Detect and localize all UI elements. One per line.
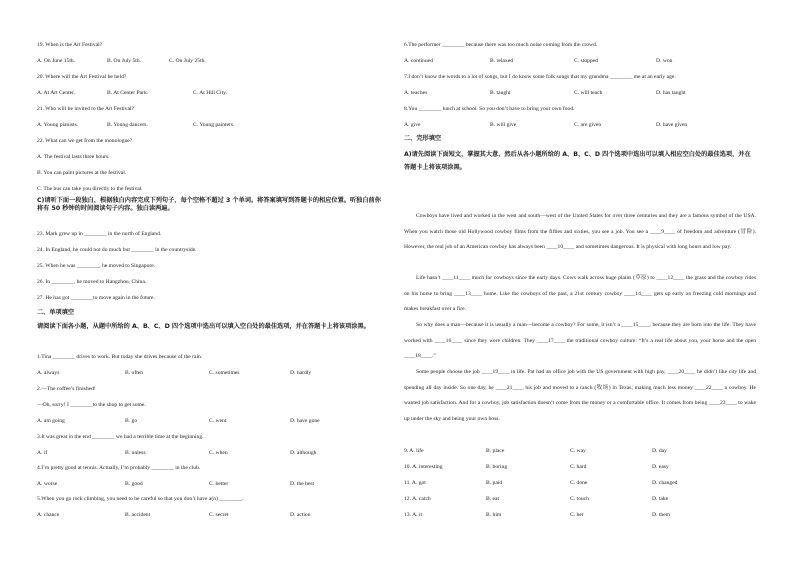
question-22-option-c: C. The bus can take you directly to the festival.: [37, 186, 143, 192]
mc-question-4-option-c: C. better: [209, 481, 229, 487]
mc-question-7-option-b: B. taught: [490, 90, 511, 96]
fill-question-24: 24. In England, he could not do much but ________ in the countryside.: [37, 247, 197, 253]
cloze-9-option-a: 9. A. life: [404, 448, 424, 454]
question-22-stem: 22. What can we get from the monologue?: [37, 138, 133, 144]
question-21-stem: 21. Who will be invited to the Art Festival?: [37, 106, 134, 112]
passage-paragraph-2: Life hasn’t ____11____ much for cowboys since the early days. Cows walk across huge plains (草原) to ____12____ the grass and the cowboy rides on his horse to bring ____13____ home. Like the cowboys of the past, a 21st century cowboy ____14____ gets up early on freezing cold mornings and makes breakfast over a fire.: [404, 275, 756, 313]
mc-question-2-option-c: C. went: [209, 418, 227, 424]
cloze-11-option-d: D. changed: [652, 480, 678, 486]
mc-question-3-option-d: D. although: [290, 450, 317, 456]
mc-question-2-option-b: B. go: [125, 418, 138, 424]
mc-question-5-option-b: B. accident: [125, 512, 151, 518]
passage-paragraph-1: Cowboys have lived and worked in the west and south—west of the United States for over three centuries and they are a famous symbol of the USA. When you watch those old Hollywood cowboy films from the fifties and sixties, you see a job. You see a ____9____ of freedom and adventure (冒险). However, the real job of an American cowboy has always been ____10____ and sometimes dangerous. It is physical with long hours and low pay.: [404, 213, 756, 251]
section-2-title: 二、单项填空: [37, 309, 75, 316]
question-19-stem: 19. When is the Art Festival?: [37, 42, 103, 48]
question-20-option-b: B. At Center Park.: [107, 90, 149, 96]
fill-question-27: 27. He has got ________to move again in the future.: [37, 295, 155, 301]
mc-question-4-option-d: D. the best: [290, 481, 315, 487]
mc-question-2-option-a: A. am going: [37, 418, 65, 424]
fill-question-25: 25. When he was ________, he moved to Singapore.: [37, 263, 156, 269]
question-21-option-c: C. Young painters.: [193, 122, 235, 128]
mc-question-5-option-c: C. secret: [209, 512, 229, 518]
mc-question-1-option-d: D. hardly: [290, 370, 312, 376]
section-c-instructions: C)请听下面一段独白，根据独白内容完成下列句子，每个空格不超过 3 个单词。将答案填写到答题卡的相应位置。听独白前你将有 50 秒钟的时间阅读句子内容。独白读两遍。: [37, 197, 381, 212]
cloze-12-option-c: C. touch: [570, 496, 589, 502]
question-19-option-c: C. On July 25th.: [169, 58, 206, 64]
question-22-option-a: A. The festival lasts three hours.: [37, 154, 110, 160]
mc-question-7-stem: 7.I don’t know the words to a lot of songs, but I do know some folk songs that my grandma ________ me at an early age.: [404, 74, 676, 80]
mc-question-1-option-a: A. always: [37, 370, 60, 376]
section-3-title: 二、完形填空: [404, 135, 442, 142]
question-20-option-a: A. At Art Center.: [37, 90, 76, 96]
mc-question-7-option-d: D. has taught: [656, 90, 686, 96]
mc-question-1-stem: 1.Tina ________ drives to work. But today she drives because of the rain.: [37, 354, 203, 360]
cloze-11-option-b: B. paid: [486, 480, 503, 486]
mc-question-3-stem: 3.It was great in the end ________ we had a terrible time at the beginning.: [37, 434, 204, 440]
cloze-9-option-b: B. place: [486, 448, 505, 454]
cloze-12-option-d: D. take: [652, 496, 669, 502]
fill-question-26: 26. In ________, he moved to Hangzhou, China.: [37, 279, 147, 285]
cloze-13-option-b: B. him: [486, 512, 502, 518]
passage-paragraph-4: Some people choose the job ____19____ in life. Pat had an office job with the US government with high pay, ____20____ he didn’t like city life and spending all day inside. So one day, he ____21____ his job and moved to a ranch (牧场) in Texas, making much less money ____22____ a cowboy. He wanted job satisfaction. And for a cowboy, job satisfaction doesn’t come from the money or a comfortable office. It comes from being ____23____ to wake up under the sky and being your own boss.: [404, 369, 756, 422]
mc-question-4-option-b: B. good: [125, 481, 143, 487]
question-21-option-a: A. Young pianists.: [37, 122, 79, 128]
cloze-9-option-d: D. day: [652, 448, 667, 454]
mc-question-6-option-d: D. won: [656, 58, 673, 64]
mc-question-5-stem: 5.When you go rock climbing, you need to be careful so that you don’t have a(n) ________.: [37, 496, 244, 502]
cloze-10-option-b: B. boring: [486, 464, 508, 470]
cloze-11-option-a: 11. A. got: [404, 480, 426, 486]
mc-question-4-option-a: A. worse: [37, 481, 58, 487]
cloze-10-option-a: 10. A. interesting: [404, 464, 443, 470]
cloze-12-option-b: B. eat: [486, 496, 500, 502]
section-3-instructions: A)请先阅读下面短文，掌握其大意，然后从各小题所给的 A、B、C、D 四个选项中选出可以填入相应空白处的最佳选项，并在答题卡上将该项涂黑。: [404, 151, 751, 171]
question-20-option-c: C. At Hill City.: [193, 90, 227, 96]
mc-question-8-option-b: B. will give: [490, 122, 517, 128]
mc-question-5-option-d: D. action: [290, 512, 311, 518]
cloze-10-option-d: D. easy: [652, 464, 669, 470]
mc-question-8-option-c: C. are given: [574, 122, 602, 128]
mc-question-6-stem: 6.The performer ________ because there was too much noise coming from the crowd.: [404, 42, 598, 48]
cloze-12-option-a: 12. A. catch: [404, 496, 431, 502]
cloze-13-option-d: D. them: [652, 512, 671, 518]
cloze-10-option-c: C. hard: [570, 464, 587, 470]
question-19-option-b: B. On July 5th.: [107, 58, 142, 64]
mc-question-6-option-a: A. continued: [404, 58, 433, 64]
mc-question-7-option-a: A. teaches: [404, 90, 428, 96]
passage-paragraph-3: So why does a man—because it is usually a man—become a cowboy? For some, it isn’t a ____15____, because they are born into the life. They have worked with ____16____ since they were children. They ____17____ the traditional cowboy culture: “It’s a real life about you, your horse and the open ____18____.”: [404, 322, 756, 360]
mc-question-3-option-b: B. unless: [125, 450, 146, 456]
mc-question-3-option-c: C. when: [209, 450, 228, 456]
mc-question-7-option-c: C. will teach: [574, 90, 603, 96]
mc-question-1-option-c: C. sometimes: [209, 370, 240, 376]
cloze-13-option-c: C. her: [570, 512, 584, 518]
question-22-option-b: B. You can paint pictures at the festival.: [37, 170, 127, 176]
mc-question-4-stem: 4.I’m pretty good at tennis. Actually, I’m probably ________ in the club.: [37, 465, 201, 471]
mc-question-2-stem: 2.—The coffee’s finished!: [37, 386, 96, 392]
question-21-option-b: B. Young dancers.: [107, 122, 148, 128]
cloze-9-option-c: C. way: [570, 448, 586, 454]
mc-question-2-stem-line2: —Oh, sorry! I ________to the shop to get some.: [37, 402, 146, 408]
mc-question-8-option-a: A. give: [404, 122, 421, 128]
question-20-stem: 20. Where will the Art Festival be held?: [37, 74, 127, 80]
mc-question-3-option-a: A. if: [37, 450, 48, 456]
question-19-option-a: A. On June 15th.: [37, 58, 76, 64]
cloze-13-option-a: 13. A. it: [404, 512, 423, 518]
mc-question-6-option-c: C. stopped: [574, 58, 598, 64]
section-2-instructions: 请阅读下面各小题，从题中所给的 A、B、C、D 四个选项中选出可以填入空白处的最佳选项，并在答题卡上将该项涂黑。: [37, 323, 370, 330]
mc-question-8-stem: 8.You ________ lunch at school. So you don’t have to bring your own food.: [404, 106, 575, 112]
cloze-11-option-c: C. done: [570, 480, 588, 486]
mc-question-5-option-a: A. chance: [37, 512, 60, 518]
mc-question-2-option-d: D. have gone: [290, 418, 320, 424]
fill-question-23: 23. Mark grew up in ________ in the north of England.: [37, 231, 162, 237]
mc-question-6-option-b: B. relaxed: [490, 58, 513, 64]
mc-question-1-option-b: B. often: [125, 370, 144, 376]
mc-question-8-option-d: D. have given: [656, 122, 688, 128]
